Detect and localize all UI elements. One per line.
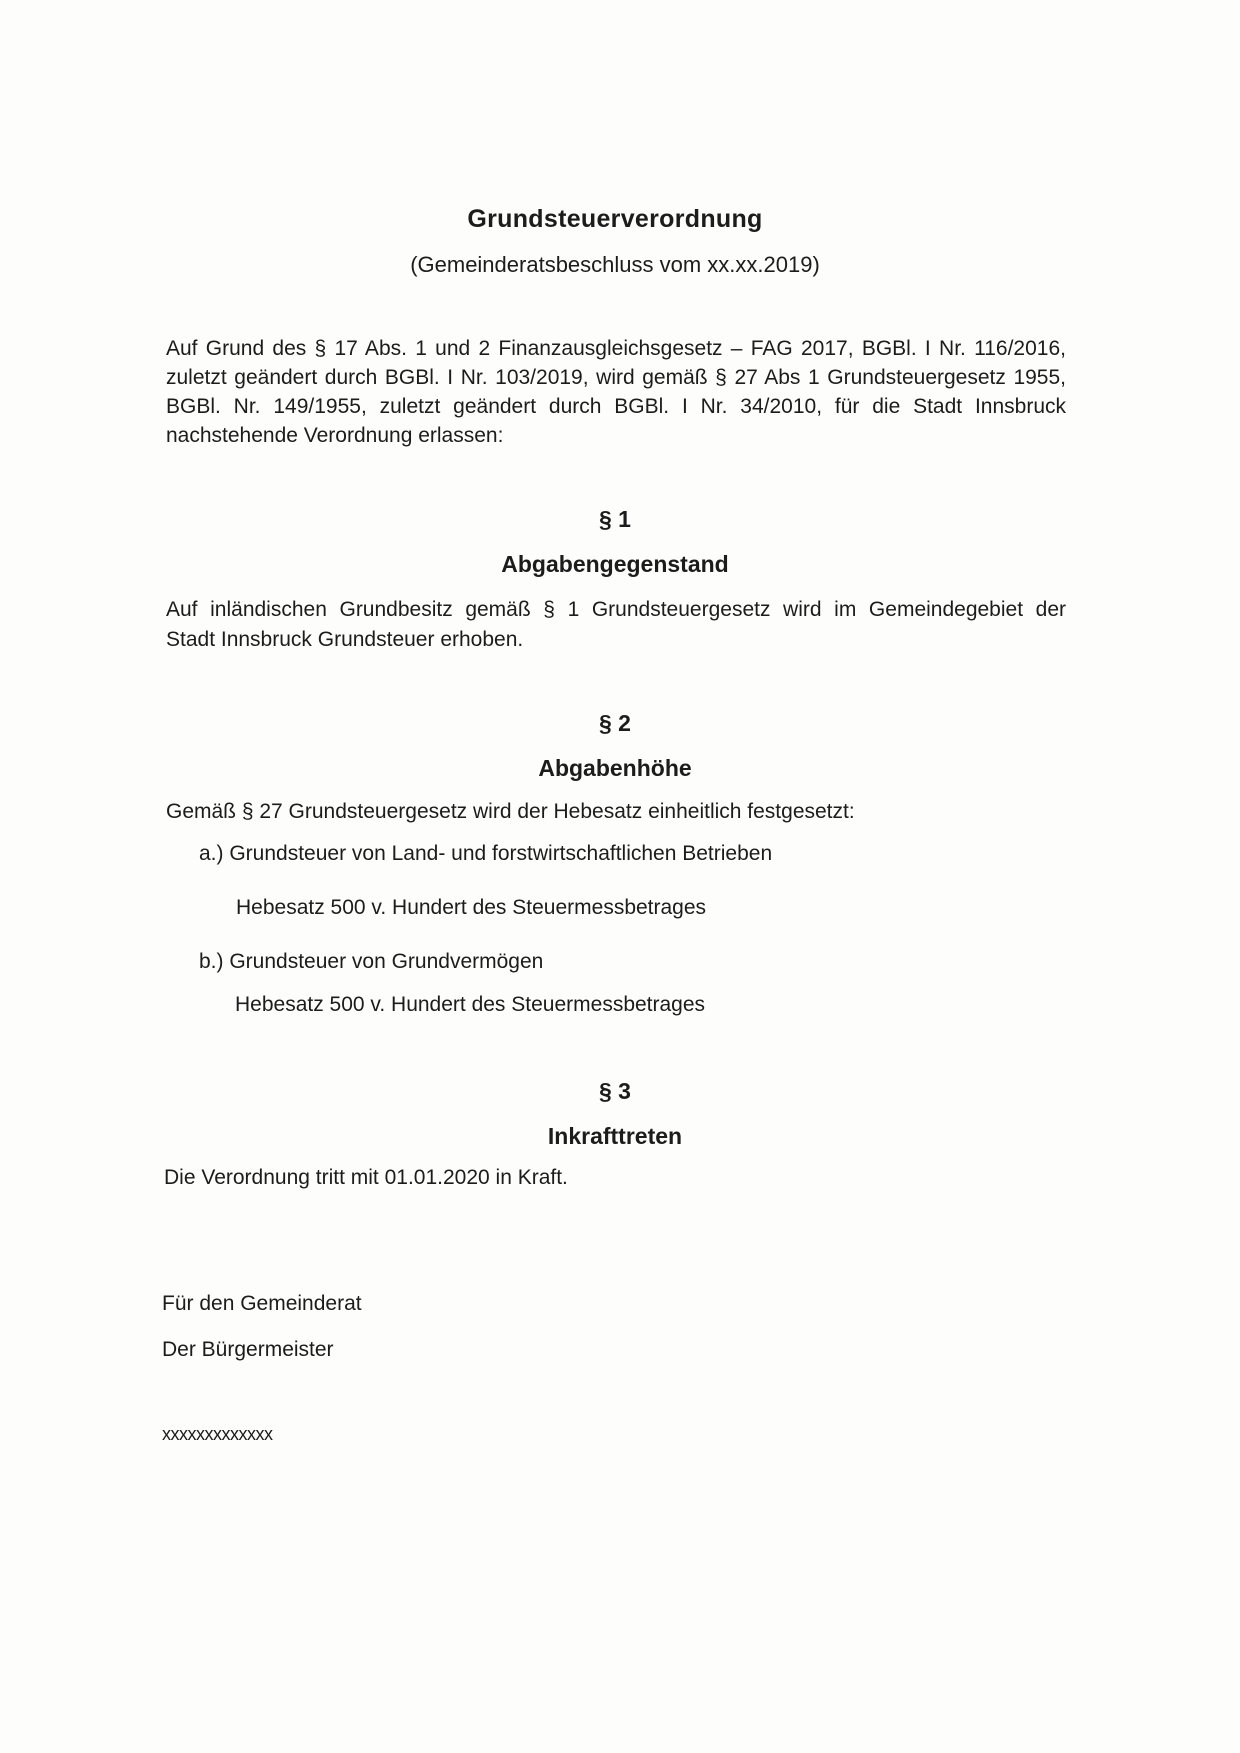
intro-line: zuletzt geändert durch BGBl. I Nr. 103/2019, wird gemäß § 27 Abs 1 Grundsteuergesetz 1955, bbox=[166, 366, 1066, 389]
section-1-number: § 1 bbox=[599, 506, 631, 532]
section-2-number: § 2 bbox=[599, 710, 631, 736]
intro-line: BGBl. Nr. 149/1955, zuletzt geändert durch BGBl. I Nr. 34/2010, für die Stadt Innsbruck bbox=[166, 395, 1066, 418]
section-3-text: Die Verordnung tritt mit 01.01.2020 in Kraft. bbox=[164, 1166, 568, 1189]
intro-line: nachstehende Verordnung erlassen: bbox=[166, 424, 504, 447]
section-2-heading: Abgabenhöhe bbox=[538, 755, 692, 781]
section-1-line: Auf inländischen Grundbesitz gemäß § 1 Grundsteuergesetz wird im Gemeindegebiet der bbox=[166, 598, 1066, 621]
intro-line: Auf Grund des § 17 Abs. 1 und 2 Finanzausgleichsgesetz – FAG 2017, BGBl. I Nr. 116/2016, bbox=[166, 337, 1066, 360]
section-3-heading: Inkrafttreten bbox=[547, 1123, 683, 1149]
signature-line-1: Für den Gemeinderat bbox=[162, 1292, 362, 1315]
signature-name: xxxxxxxxxxxxx bbox=[162, 1424, 273, 1444]
signature-line-2: Der Bürgermeister bbox=[162, 1338, 334, 1361]
section-2-intro: Gemäß § 27 Grundsteuergesetz wird der Hebesatz einheitlich festgesetzt: bbox=[166, 800, 855, 823]
section-2-item-b-detail: Hebesatz 500 v. Hundert des Steuermessbetrages bbox=[235, 993, 706, 1016]
intro-paragraph bbox=[166, 334, 1066, 450]
section-2-item-a-detail: Hebesatz 500 v. Hundert des Steuermessbetrages bbox=[236, 896, 707, 919]
section-2-item-a: a.) Grundsteuer von Land- und forstwirtschaftlichen Betrieben bbox=[199, 842, 773, 865]
section-1-text bbox=[166, 595, 1066, 655]
section-3-number: § 3 bbox=[599, 1078, 631, 1104]
section-1-line: Stadt Innsbruck Grundsteuer erhoben. bbox=[166, 628, 524, 651]
document-subtitle: (Gemeinderatsbeschluss vom xx.xx.2019) bbox=[410, 252, 820, 277]
document-title: Grundsteuerverordnung bbox=[467, 205, 763, 233]
section-2-item-b: b.) Grundsteuer von Grundvermögen bbox=[199, 950, 544, 973]
section-1-heading: Abgabengegenstand bbox=[501, 551, 729, 577]
